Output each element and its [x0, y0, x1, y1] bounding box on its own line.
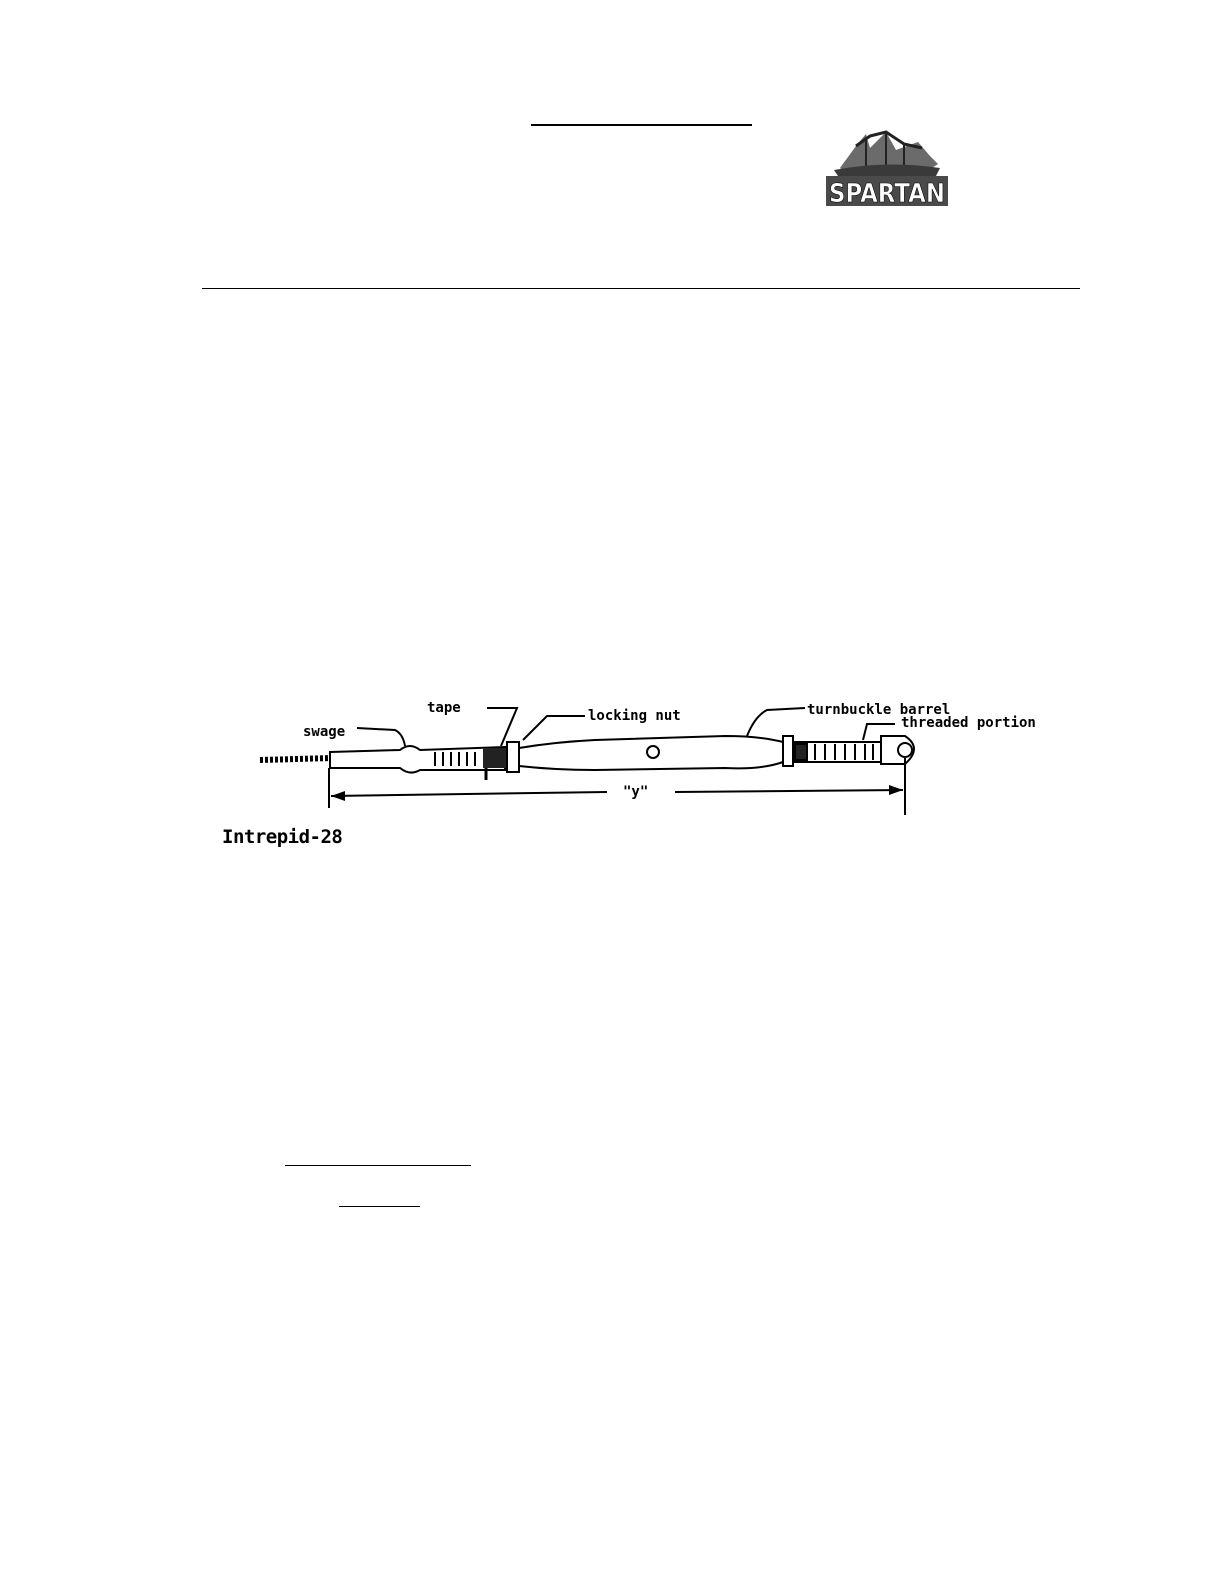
signature-line	[285, 1165, 471, 1166]
dimension-label: "y"	[623, 784, 649, 800]
spartan-logo-text: SPARTAN	[829, 179, 945, 206]
dimension-line-left	[331, 792, 607, 796]
dimension-line-right	[675, 790, 903, 792]
header-divider	[202, 288, 1080, 289]
wire-cable	[260, 758, 333, 760]
swage-body	[330, 746, 505, 773]
title-underline	[531, 124, 752, 126]
right-locking-nut	[783, 736, 793, 766]
label-locking-nut: locking nut	[588, 708, 681, 724]
date-line	[339, 1206, 420, 1207]
label-swage: swage	[303, 724, 346, 740]
tape-wrap	[483, 748, 507, 768]
label-turnbuckle-barrel: turnbuckle barrel	[807, 702, 951, 718]
locking-nut	[507, 742, 519, 772]
label-tape: tape	[427, 700, 461, 716]
spartan-logo	[826, 126, 948, 206]
turnbuckle-barrel	[519, 736, 783, 770]
figure-caption: Intrepid-28	[222, 826, 343, 848]
turnbuckle-diagram	[255, 690, 1065, 820]
label-threaded-portion: threaded portion	[901, 715, 1036, 731]
